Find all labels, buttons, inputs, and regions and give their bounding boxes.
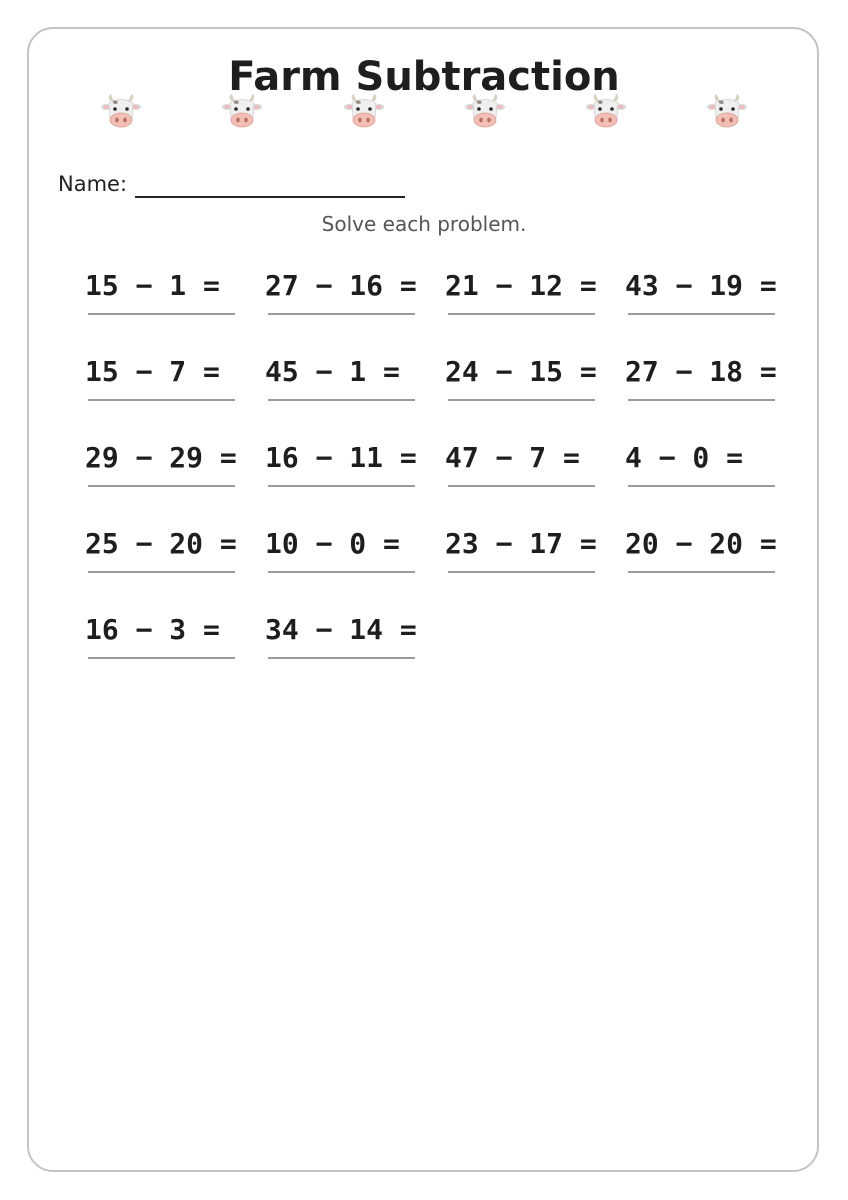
problem-item: [85, 442, 250, 492]
instructions: Solve each problem.: [321, 212, 527, 236]
cow-face-icon: [465, 92, 505, 132]
problem-expression: 45 − 1 =: [265, 355, 400, 388]
problem-expression: 21 − 12 =: [445, 269, 597, 302]
problem-expression: 43 − 19 =: [625, 269, 777, 302]
problem-expression: 34 − 14 =: [265, 613, 417, 646]
answer-line[interactable]: [268, 657, 415, 659]
problem-item: [445, 356, 610, 406]
problem-expression: 25 − 20 =: [85, 527, 237, 560]
answer-line[interactable]: [268, 571, 415, 573]
problem-expression: 15 − 7 =: [85, 355, 220, 388]
problem-item: [85, 528, 250, 578]
problem-expression: 23 − 17 =: [445, 527, 597, 560]
problem-expression: 4 − 0 =: [625, 441, 744, 474]
answer-line[interactable]: [448, 399, 595, 401]
problem-expression: 16 − 3 =: [85, 613, 220, 646]
problem-item: [265, 614, 430, 664]
problem-expression: 15 − 1 =: [85, 269, 220, 302]
problem-item: [625, 528, 790, 578]
answer-line[interactable]: [268, 399, 415, 401]
worksheet-page: [27, 27, 819, 1172]
problem-item: [445, 442, 610, 492]
problem-expression: 16 − 11 =: [265, 441, 417, 474]
cow-face-icon: [101, 92, 141, 132]
problem-expression: 20 − 20 =: [625, 527, 777, 560]
problem-item: [445, 270, 610, 320]
problem-item: [265, 442, 430, 492]
answer-line[interactable]: [88, 571, 235, 573]
answer-line[interactable]: [268, 313, 415, 315]
answer-line[interactable]: [88, 399, 235, 401]
problem-expression: 10 − 0 =: [265, 527, 400, 560]
problem-item: [625, 442, 790, 492]
answer-line[interactable]: [88, 657, 235, 659]
page-title: Farm Subtraction: [228, 54, 620, 100]
problem-item: [85, 356, 250, 406]
problem-expression: 47 − 7 =: [445, 441, 580, 474]
problem-item: [265, 270, 430, 320]
cow-face-icon: [222, 92, 262, 132]
name-field[interactable]: [135, 196, 405, 198]
answer-line[interactable]: [628, 399, 775, 401]
problem-item: [445, 528, 610, 578]
answer-line[interactable]: [628, 485, 775, 487]
problem-expression: 29 − 29 =: [85, 441, 237, 474]
problem-item: [85, 270, 250, 320]
answer-line[interactable]: [448, 313, 595, 315]
cow-decoration-row: [0, 92, 848, 132]
problem-expression: 27 − 16 =: [265, 269, 417, 302]
answer-line[interactable]: [628, 313, 775, 315]
problem-item: [265, 528, 430, 578]
answer-line[interactable]: [448, 485, 595, 487]
answer-line[interactable]: [268, 485, 415, 487]
answer-line[interactable]: [448, 571, 595, 573]
answer-line[interactable]: [88, 313, 235, 315]
cow-face-icon: [344, 92, 384, 132]
cow-face-icon: [586, 92, 626, 132]
problem-item: [625, 356, 790, 406]
problem-item: [625, 270, 790, 320]
cow-face-icon: [707, 92, 747, 132]
answer-line[interactable]: [628, 571, 775, 573]
problem-item: [85, 614, 250, 664]
problem-expression: 27 − 18 =: [625, 355, 777, 388]
problem-item: [265, 356, 430, 406]
problem-expression: 24 − 15 =: [445, 355, 597, 388]
name-label: Name:: [58, 172, 128, 196]
answer-line[interactable]: [88, 485, 235, 487]
